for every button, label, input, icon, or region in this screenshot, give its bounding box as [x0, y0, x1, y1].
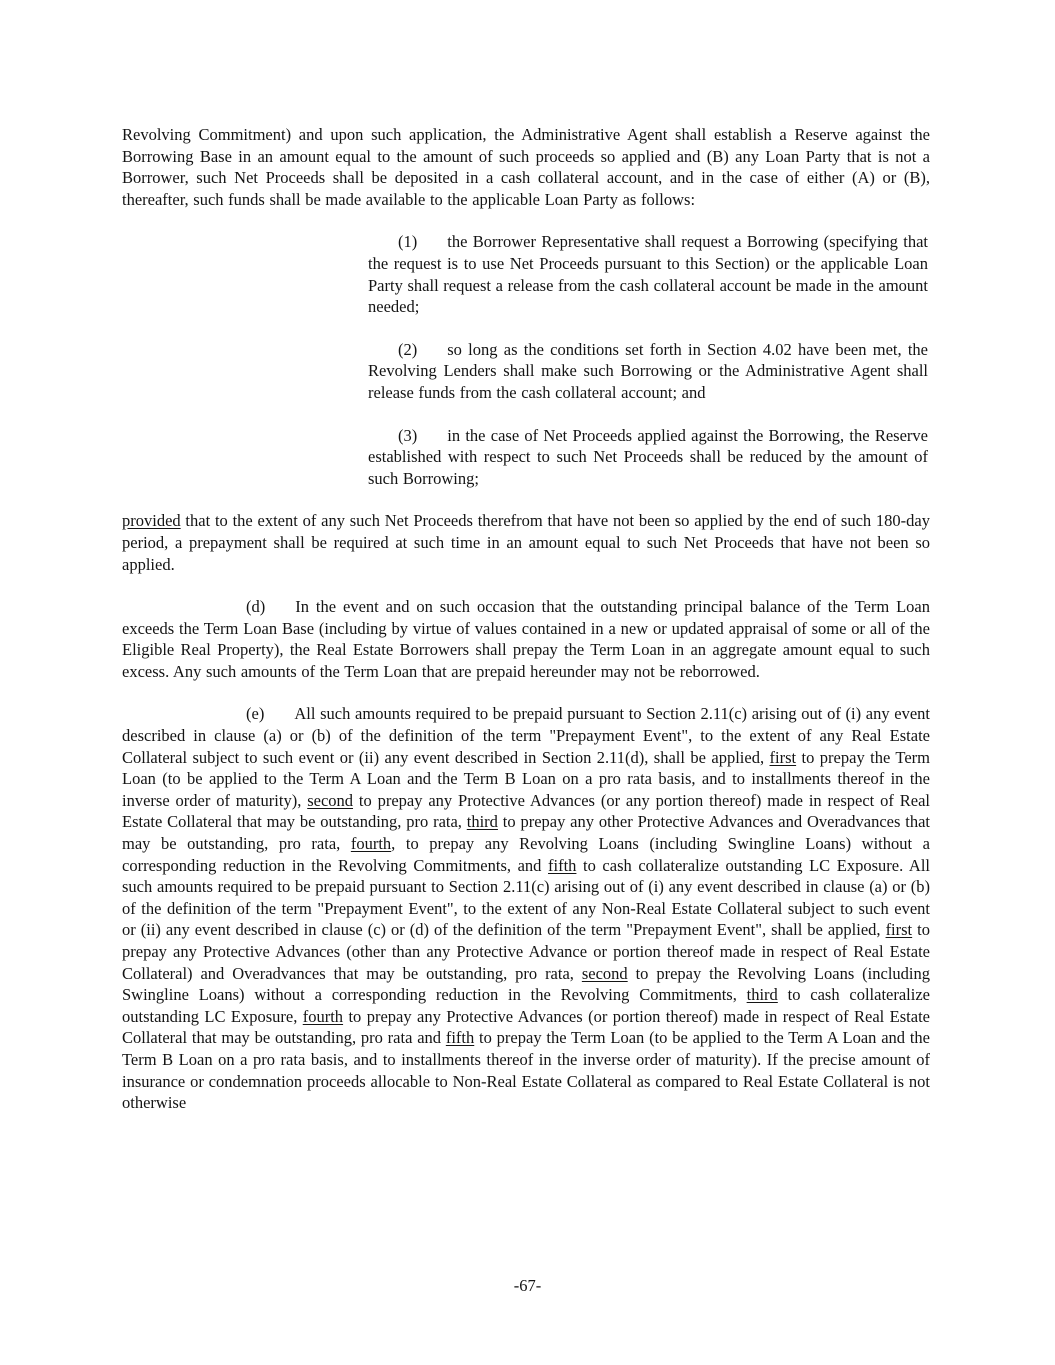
- underlined-text: first: [769, 747, 797, 767]
- text-run: to cash collateralize outstanding LC Exposure,: [122, 985, 930, 1026]
- underlined-text: first: [885, 920, 913, 940]
- tab-space: [417, 339, 447, 361]
- text-run: (2): [398, 339, 418, 359]
- underlined-text: second: [581, 963, 628, 983]
- tab-space: [417, 231, 447, 253]
- text-run: to cash collateralize outstanding LC Exposure. All such amounts required to be prepaid pursuant to Section 2.11(c) arising out of (i) any event described in clause (a) or (b) of the definition of the term "Prepayment Event", to the extent of any Non-Real Estate Collateral subject to such event or (ii) any event described in clause (c) or (d) of the definition of the term "Prepayment Event", shall be applied,: [122, 855, 930, 940]
- paragraph-proviso: [122, 510, 930, 575]
- tab-space: [417, 425, 447, 447]
- text-run: that to the extent of any such Net Proceeds therefrom that have not been so applied by the end of such 180-day period, a prepayment shall be required at such time in an amount equal to such Net Proceeds that have not been so applied.: [122, 511, 930, 574]
- underlined-text: fourth: [302, 1006, 344, 1026]
- text-run: Revolving Commitment) and upon such application, the Administrative Agent shall establish a Reserve against the Borrowing Base in an amount equal to the amount of such proceeds so applied and (B) any Loan Party that is not a Borrower, such Net Proceeds shall be deposited in a cash collateral account, and in the case of either (A) or (B), thereafter, such funds shall be made available to the applicable Loan Party as follows:: [122, 125, 930, 209]
- text-run: (1): [398, 232, 418, 252]
- tab-space: [264, 703, 294, 725]
- text-run: to prepay the Term Loan (to be applied to the Term A Loan and the Term B Loan on a pro rata basis, and to installments thereof in the inverse order of maturity),: [122, 747, 930, 810]
- clause-3: [368, 425, 928, 490]
- page-body-text: [122, 124, 930, 1135]
- tab-space: [265, 596, 295, 618]
- paragraph-e: [122, 703, 930, 1113]
- text-run: to prepay the Revolving Loans (including Swingline Loans) without a corresponding reduction in the Revolving Commitments,: [122, 963, 930, 1005]
- underlined-text: fifth: [548, 855, 577, 875]
- text-run: All such amounts required to be prepaid pursuant to Section 2.11(c) arising out of (i) any event described in clause (a) or (b) of the definition of the term "Prepayment Event", to the extent of any Real Estate Collateral subject to such event or (ii) any event described in Section 2.11(d), shall be applied,: [122, 704, 930, 767]
- text-run: (3): [398, 425, 418, 445]
- text-run: so long as the conditions set forth in Section 4.02 have been met, the Revolving Lenders shall make such Borrowing or the Administrative Agent shall release funds from the cash collateral account; and: [368, 339, 928, 402]
- text-run: to prepay any Protective Advances (other than any Protective Advance or portion thereof made in respect of Real Estate Collateral) and Overadvances that may be outstanding, pro rata,: [122, 920, 930, 983]
- clause-1: [368, 231, 928, 317]
- text-run: the Borrower Representative shall request a Borrowing (specifying that the request is to use Net Proceeds pursuant to this Section) or the applicable Loan Party shall request a release from the cash collateral account be made in the amount needed;: [368, 232, 928, 317]
- clause-2: [368, 339, 928, 404]
- text-run: (e): [246, 704, 265, 724]
- underlined-text: third: [746, 985, 778, 1005]
- underlined-text: provided: [122, 511, 181, 531]
- page-number: -67-: [513, 1276, 542, 1295]
- paragraph-d: [122, 596, 930, 682]
- underlined-text: third: [466, 812, 498, 832]
- text-run: to prepay any other Protective Advances and Overadvances that may be outstanding, pro rata,: [122, 812, 930, 854]
- paragraph-continuation: [122, 124, 930, 210]
- underlined-text: second: [307, 790, 354, 810]
- text-run: to prepay any Protective Advances (or portion thereof) made in respect of Real Estate Collateral that may be outstanding, pro rata and: [122, 1006, 930, 1048]
- text-run: , to prepay any Revolving Loans (including Swingline Loans) without a corresponding reduction in the Revolving Commitments, and: [122, 834, 930, 875]
- text-run: to prepay any Protective Advances (or any portion thereof) made in respect of Real Estate Collateral that may be outstanding, pro rata,: [122, 790, 930, 832]
- text-run: to prepay the Term Loan (to be applied to the Term A Loan and the Term B Loan on a pro rata basis, and to installments thereof in the inverse order of maturity). If the precise amount of insurance or condemnation proceeds allocable to Non-Real Estate Collateral as compared to Real Estate Collateral is not otherwise: [122, 1028, 930, 1113]
- text-run: (d): [246, 597, 266, 617]
- underlined-text: fourth: [350, 834, 392, 854]
- text-run: In the event and on such occasion that the outstanding principal balance of the Term Loan exceeds the Term Loan Base (including by virtue of values contained in a new or updated appraisal of some or all of the Eligible Real Property), the Real Estate Borrowers shall prepay the Term Loan in an aggregate amount equal to such excess. Any such amounts of the Term Loan that are prepaid hereunder may not be reborrowed.: [122, 597, 930, 681]
- underlined-text: fifth: [445, 1028, 475, 1048]
- text-run: in the case of Net Proceeds applied against the Borrowing, the Reserve established with respect to such Net Proceeds shall be reduced by the amount of such Borrowing;: [368, 425, 928, 488]
